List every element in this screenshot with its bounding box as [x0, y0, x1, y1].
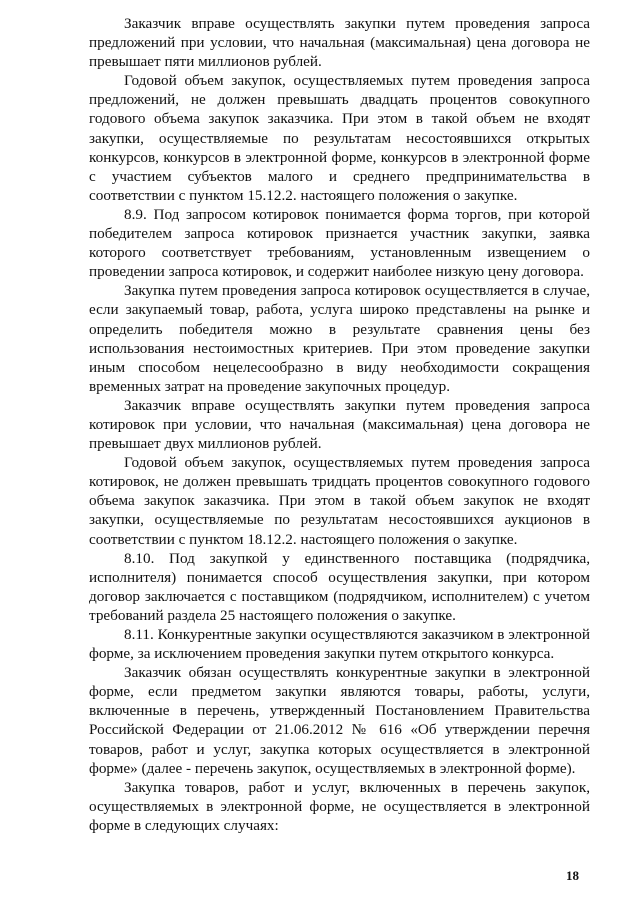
paragraph-electronic-form-exceptions: Закупка товаров, работ и услуг, включенных в перечень закупок, осуществляемых в электронной форме, не осуществляется в электронной форме в следующих случаях: — [89, 778, 590, 834]
paragraph-8-10-single-supplier: 8.10. Под закупкой у единственного поставщика (подрядчика, исполнителя) понимается способ осуществления закупки, при котором договор заключается с поставщиком (подрядчиком, исполнителем) с учетом требований раздела 25 настоящего положения о закупке. — [89, 549, 590, 624]
document-body — [89, 14, 590, 835]
paragraph-electronic-form-obligation: Заказчик обязан осуществлять конкурентные закупки в электронной форме, если предметом закупки являются товары, работы, услуги, включенные в перечень, утвержденный Постановлением Правительства Российской Федерации от 21.06.2012 № 616 «Об утверждении перечня товаров, работ и услуг, закупка которых осуществляется в электронной форме» (далее - перечень закупок, осуществляемых в электронной форме). — [89, 664, 590, 777]
paragraph-quotations-conditions: Закупка путем проведения запроса котировок осуществляется в случае, если закупаемый товар, работа, услуга широко представлены на рынке и определить победителя можно в результате сравнения цены без использования нестоимостных критериев. При этом проведение закупки иным способом нецелесообразно в виду необходимости сокращения временных затрат на проведение закупочных процедур. — [89, 282, 590, 395]
paragraph-quotations-annual-volume: Годовой объем закупок, осуществляемых путем проведения запроса котировок, не должен превышать тридцать процентов совокупного годового объема закупок заказчика. При этом в такой объем закупок не входят закупки, осуществляемые по результатам несостоявшихся аукционов в соответствии с пунктом 18.12.2. настоящего положения о закупке. — [89, 454, 590, 548]
paragraph-8-11-electronic-form: 8.11. Конкурентные закупки осуществляются заказчиком в электронной форме, за исключением проведения закупки путем открытого конкурса. — [89, 626, 590, 663]
paragraph-8-9-request-for-quotations: 8.9. Под запросом котировок понимается форма торгов, при которой победителем запроса котировок признается участник закупки, заявка которого соответствует требованиям, установленным извещением о проведении запроса котировок, и содержит наиболее низкую цену договора. — [89, 205, 590, 281]
page-number: 18 — [566, 868, 579, 883]
paragraph-request-for-proposals-annual-volume: Годовой объем закупок, осуществляемых путем проведения запроса предложений, не должен превышать двадцать процентов совокупного годового объема закупок заказчика. При этом в такой объем не входят закупки, осуществляемые по результатам несостоявшихся открытых конкурсов, конкурсов в электронной форме, конкурсов в электронной форме с участием субъектов малого и среднего предпринимательства в соответствии с пунктом 15.12.2. настоящего положения о закупке. — [89, 72, 590, 204]
paragraph-request-for-proposals-price-limit: Заказчик вправе осуществлять закупки путем проведения запроса предложений при условии, что начальная (максимальная) цена договора не превышает пяти миллионов рублей. — [89, 15, 590, 71]
paragraph-quotations-price-limit: Заказчик вправе осуществлять закупки путем проведения запроса котировок при условии, что начальная (максимальная) цена договора не превышает двух миллионов рублей. — [89, 396, 590, 453]
